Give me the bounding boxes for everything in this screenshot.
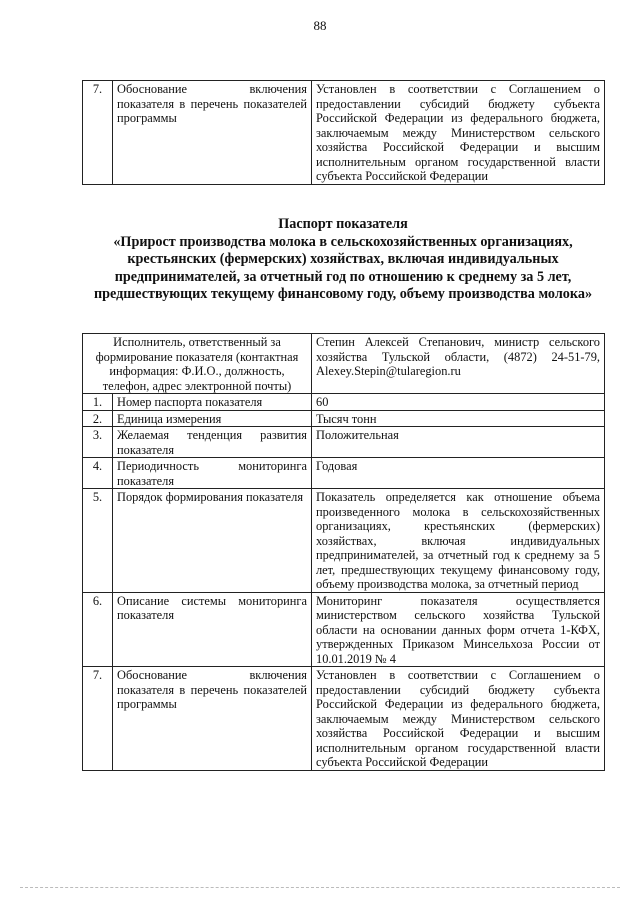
row-number: 1. bbox=[83, 394, 113, 411]
executor-label: Исполнитель, ответственный за формирование показателя (контактная информация: Ф.И.О., должность, телефон, адрес электронной почты) bbox=[83, 334, 312, 394]
row-label: Обоснование включения показателя в перечень показателей программы bbox=[113, 667, 312, 771]
passport-title bbox=[82, 216, 604, 304]
row-number: 6. bbox=[83, 592, 113, 667]
row-label: Желаемая тенденция развития показателя bbox=[113, 427, 312, 458]
row-value: Мониторинг показателя осуществляется министерством сельского хозяйства Тульской области на основании данных форм отчета 1-КФХ, утвержденных Приказом Минсельхоза России от 10.01.2019 № 4 bbox=[312, 592, 605, 667]
row-label: Обоснование включения показателя в перечень показателей программы bbox=[113, 81, 312, 185]
row-value: Установлен в соответствии с Соглашением о предоставлении субсидий бюджету субъекта Российской Федерации из федерального бюджета, заключаемым между Министерством сельского хозяйства Российской Федерации и высшим исполнительным органом государственной власти субъекта Российской Федерации bbox=[312, 667, 605, 771]
row-label: Периодичность мониторинга показателя bbox=[113, 458, 312, 489]
row-label: Единица измерения bbox=[113, 410, 312, 427]
row-value: Показатель определяется как отношение объема произведенного молока в сельскохозяйственных организациях, крестьянских (фермерских) хозяйствах, включая индивидуальных предпринимателей, за отчетный год к среднему за 5 лет, предшествующих текущему финансовому году, объему производства молока, за отчетный период bbox=[312, 489, 605, 593]
table-row bbox=[83, 458, 605, 489]
row-number: 3. bbox=[83, 427, 113, 458]
page-number: 88 bbox=[313, 18, 327, 33]
row-label: Номер паспорта показателя bbox=[113, 394, 312, 411]
row-value: Годовая bbox=[312, 458, 605, 489]
row-value: Тысяч тонн bbox=[312, 410, 605, 427]
table-row bbox=[83, 667, 605, 771]
row-number: 5. bbox=[83, 489, 113, 593]
table-row-header bbox=[83, 334, 605, 394]
row-number: 7. bbox=[83, 667, 113, 771]
row-number: 2. bbox=[83, 410, 113, 427]
row-value: Положительная bbox=[312, 427, 605, 458]
row-value: Установлен в соответствии с Соглашением о предоставлении субсидий бюджету субъекта Российской Федерации из федерального бюджета, заключаемым между Министерством сельского хозяйства Российской Федерации и высшим исполнительным органом государственной власти субъекта Российской Федерации bbox=[312, 81, 605, 185]
row-number: 7. bbox=[83, 81, 113, 185]
top-table bbox=[82, 80, 605, 185]
table-row bbox=[83, 592, 605, 667]
row-label: Описание системы мониторинга показателя bbox=[113, 592, 312, 667]
scan-edge-line bbox=[20, 887, 620, 889]
table-row bbox=[83, 394, 605, 411]
passport-table bbox=[82, 333, 605, 771]
row-value: 60 bbox=[312, 394, 605, 411]
table-row bbox=[83, 81, 605, 185]
executor-value: Степин Алексей Степанович, министр сельского хозяйства Тульской области, (4872) 24-51-79, Alexey.Stepin@tularegion.ru bbox=[312, 334, 605, 394]
table-row bbox=[83, 427, 605, 458]
title-heading: Паспорт показателя bbox=[278, 216, 408, 232]
row-number: 4. bbox=[83, 458, 113, 489]
table-row bbox=[83, 410, 605, 427]
row-label: Порядок формирования показателя bbox=[113, 489, 312, 593]
title-indicator-name: «Прирост производства молока в сельскохозяйственных организациях, крестьянских (фермерских) хозяйствах, включая индивидуальных предпринимателей, за отчетный год по отношению к среднему за 5 лет, предшествующих текущему финансовому году, объему производства молока» bbox=[93, 233, 593, 302]
table-row bbox=[83, 489, 605, 593]
